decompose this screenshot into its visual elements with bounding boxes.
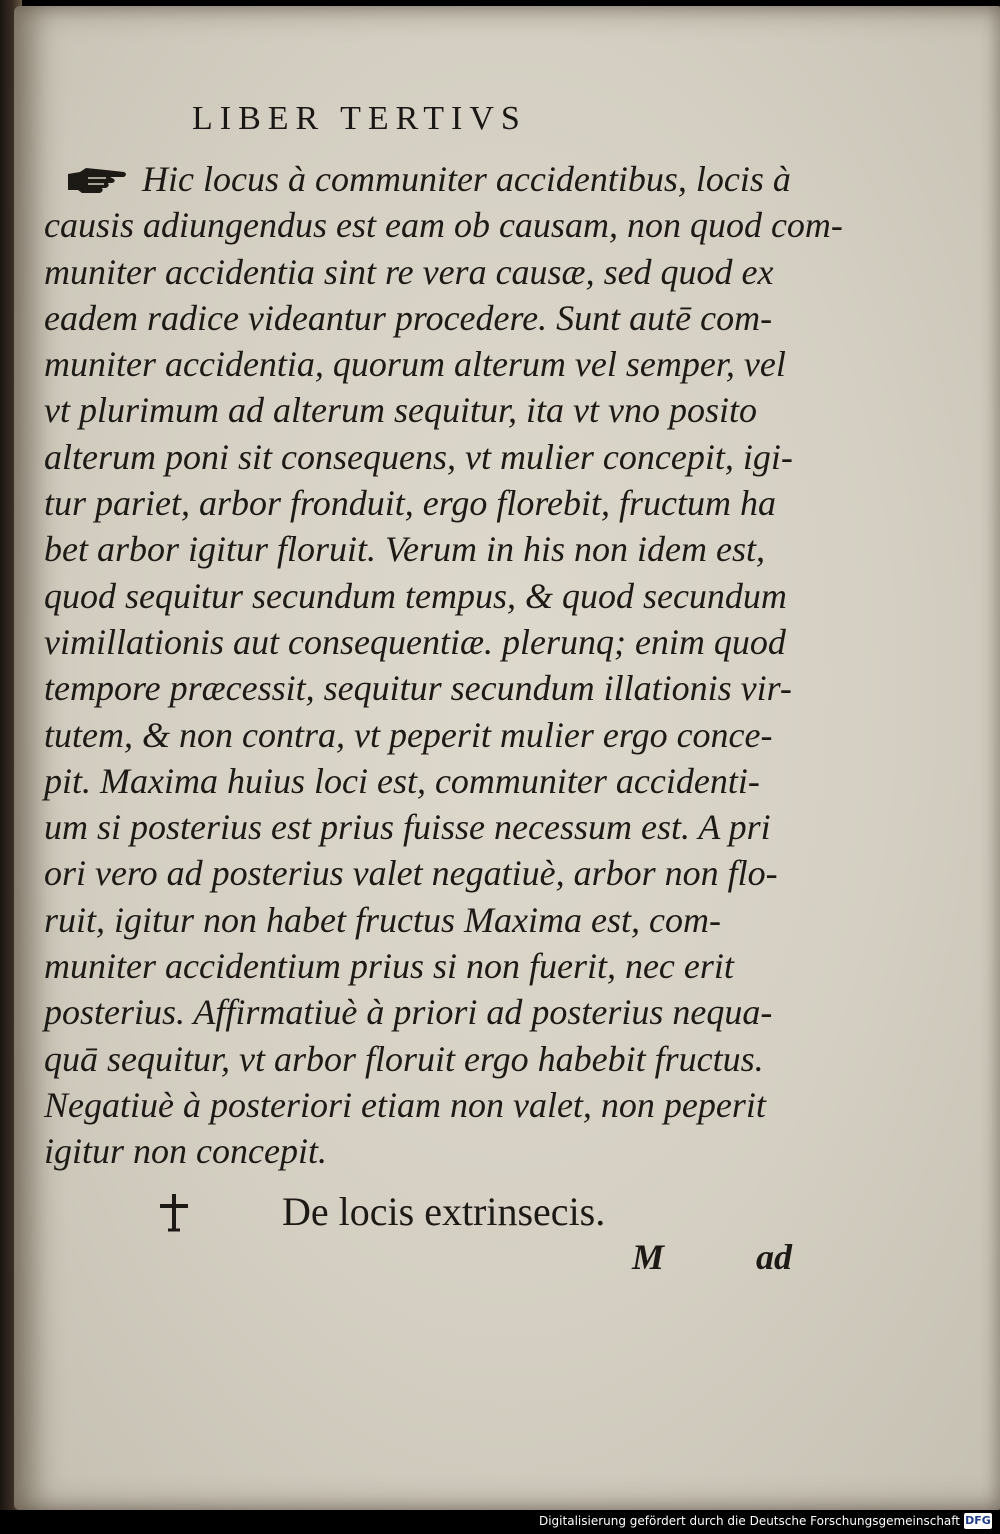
text-line: Hic locus à communiter accidentibus, locis à: [142, 159, 791, 199]
text-line: muniter accidentia sint re vera causæ, sed quod ex: [44, 251, 774, 292]
running-head: LIBER TERTIVS: [192, 100, 527, 137]
text-line: vt plurimum ad alterum sequitur, ita vt vno posito: [44, 390, 757, 431]
dfg-logo: DFG: [965, 1514, 991, 1527]
text-line: quod sequitur secundum tempus, & quod secundum: [44, 575, 787, 616]
text-line: quā sequitur, vt arbor floruit ergo habebit fructus.: [44, 1038, 764, 1079]
catchword-signature: M: [632, 1237, 665, 1277]
body-text: [44, 156, 843, 1175]
text-line: tur pariet, arbor fronduit, ergo florebit, fructum ha: [44, 483, 777, 524]
section-heading-row: [154, 1188, 754, 1238]
text-line: muniter accidentia, quorum alterum vel semper, vel: [44, 344, 786, 385]
digitization-footer: [0, 1510, 1000, 1534]
text-line: causis adiungendus est eam ob causam, non quod com-: [44, 205, 843, 246]
text-line: igitur non concepit.: [44, 1131, 327, 1172]
cross-ornament-icon: [154, 1192, 194, 1232]
text-line: muniter accidentium prius si non fuerit, nec erit: [44, 946, 734, 987]
text-line: eadem radice videantur procedere. Sunt autē com-: [44, 297, 773, 338]
text-line: vimillationis aut consequentiæ. plerunq; enim quod: [44, 621, 786, 662]
text-line: posterius. Affirmatiuè à priori ad posterius nequa-: [44, 992, 773, 1033]
text-line: tempore præcessit, sequitur secundum illationis vir-: [44, 668, 792, 709]
text-line: ruit, igitur non habet fructus Maxima est, com-: [44, 899, 721, 940]
book-page: [14, 6, 1000, 1510]
text-line: alterum poni sit consequens, vt mulier concepit, igi-: [44, 436, 793, 477]
text-line: pit. Maxima huius loci est, communiter accidenti-: [44, 760, 760, 801]
text-line: Negatiuè à posteriori etiam non valet, non peperit: [44, 1084, 766, 1125]
section-heading: De locis extrinsecis.: [282, 1189, 606, 1234]
text-line: ori vero ad posterius valet negatiuè, arbor non flo-: [44, 853, 778, 894]
text-line: um si posterius est prius fuisse necessum est. A pri: [44, 807, 771, 848]
catchword: [632, 1236, 822, 1278]
text-line: tutem, & non contra, vt peperit mulier ergo conce-: [44, 714, 773, 755]
text-line: bet arbor igitur floruit. Verum in his non idem est,: [44, 529, 766, 570]
catchword-text: ad: [756, 1237, 793, 1277]
funding-credit: Digitalisierung gefördert durch die Deutsche Forschungsgemeinschaft: [538, 1514, 960, 1528]
